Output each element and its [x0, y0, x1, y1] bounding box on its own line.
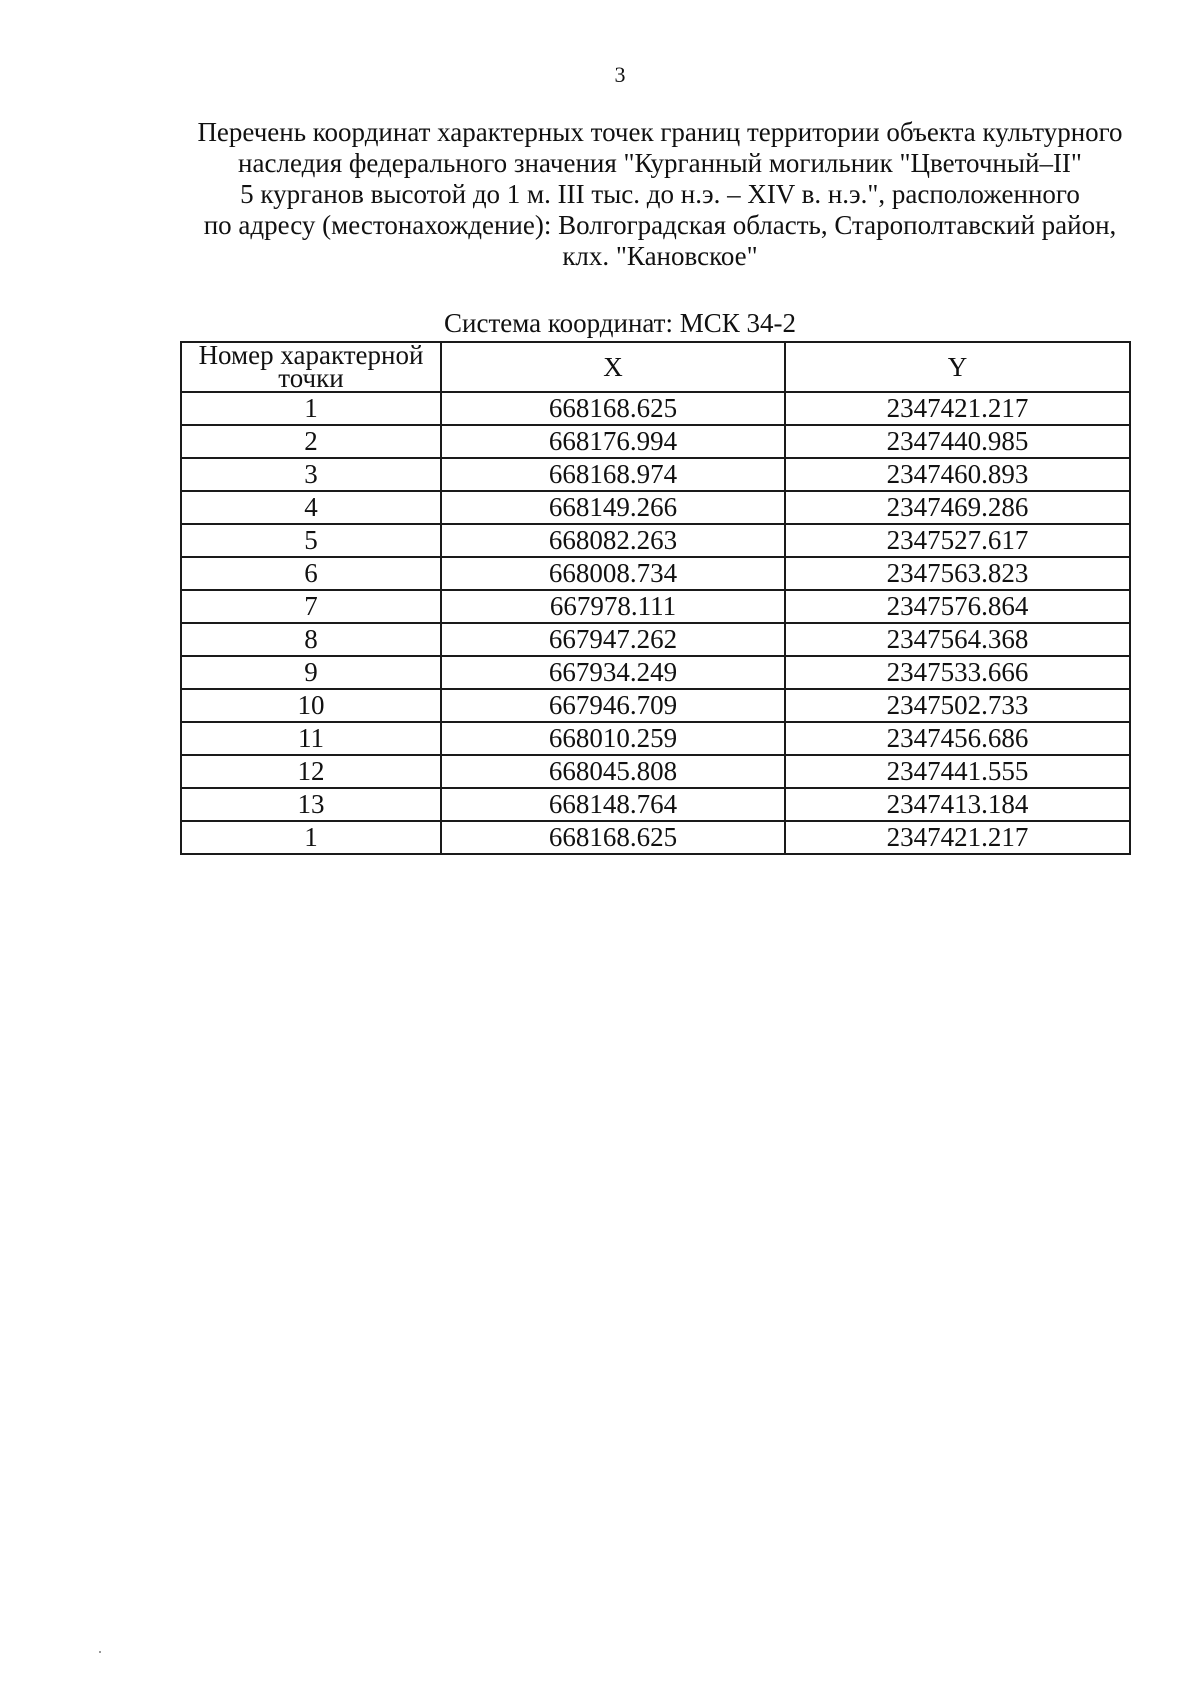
point-number-cell: 4 — [181, 491, 441, 524]
x-cell: 668168.625 — [441, 392, 785, 425]
point-number-cell: 11 — [181, 722, 441, 755]
y-cell: 2347527.617 — [785, 524, 1130, 557]
table-row — [181, 656, 1130, 689]
page-number: 3 — [614, 62, 626, 87]
x-cell: 668176.994 — [441, 425, 785, 458]
x-cell: 668008.734 — [441, 557, 785, 590]
y-cell: 2347502.733 — [785, 689, 1130, 722]
table-row — [181, 425, 1130, 458]
x-cell: 668082.263 — [441, 524, 785, 557]
y-cell: 2347440.985 — [785, 425, 1130, 458]
coordinate-system-caption: Система координат: МСК 34-2 — [444, 308, 796, 338]
header-point-number: Номер характерной точки — [181, 342, 441, 392]
point-number-cell: 1 — [181, 821, 441, 854]
table-row — [181, 392, 1130, 425]
table-row — [181, 788, 1130, 821]
coordinates-table — [180, 341, 1131, 855]
title-line-1: Перечень координат характерных точек границ территории объекта культурного — [197, 117, 1123, 147]
header-x: X — [441, 342, 785, 392]
table-row — [181, 491, 1130, 524]
title-line-4: по адресу (местонахождение): Волгоградская область, Старополтавский район, — [203, 210, 1117, 240]
header-y: Y — [785, 342, 1130, 392]
point-number-cell: 2 — [181, 425, 441, 458]
point-number-cell: 6 — [181, 557, 441, 590]
x-cell: 668168.625 — [441, 821, 785, 854]
y-cell: 2347413.184 — [785, 788, 1130, 821]
x-cell: 668149.266 — [441, 491, 785, 524]
document-title — [160, 117, 1160, 272]
table-header-row — [181, 342, 1130, 392]
y-cell: 2347576.864 — [785, 590, 1130, 623]
y-cell: 2347421.217 — [785, 821, 1130, 854]
y-cell: 2347564.368 — [785, 623, 1130, 656]
point-number-cell: 3 — [181, 458, 441, 491]
y-cell: 2347421.217 — [785, 392, 1130, 425]
point-number-cell: 12 — [181, 755, 441, 788]
table-row — [181, 755, 1130, 788]
title-line-3: 5 курганов высотой до 1 м. III тыс. до н.э. – XIV в. н.э.", расположенного — [240, 179, 1080, 209]
table-row — [181, 623, 1130, 656]
table-row — [181, 557, 1130, 590]
point-number-cell: 9 — [181, 656, 441, 689]
point-number-cell: 5 — [181, 524, 441, 557]
x-cell: 668168.974 — [441, 458, 785, 491]
x-cell: 667947.262 — [441, 623, 785, 656]
y-cell: 2347533.666 — [785, 656, 1130, 689]
point-number-cell: 7 — [181, 590, 441, 623]
table-row — [181, 458, 1130, 491]
scan-speck — [99, 1651, 101, 1653]
title-line-2: наследия федерального значения "Курганный могильник "Цветочный–II" — [238, 148, 1082, 178]
y-cell: 2347460.893 — [785, 458, 1130, 491]
table-row — [181, 722, 1130, 755]
y-cell: 2347563.823 — [785, 557, 1130, 590]
x-cell: 667978.111 — [441, 590, 785, 623]
title-line-5: клх. "Кановское" — [562, 241, 758, 271]
x-cell: 668148.764 — [441, 788, 785, 821]
table-row — [181, 689, 1130, 722]
point-number-cell: 10 — [181, 689, 441, 722]
table-row — [181, 590, 1130, 623]
y-cell: 2347441.555 — [785, 755, 1130, 788]
point-number-cell: 8 — [181, 623, 441, 656]
x-cell: 668010.259 — [441, 722, 785, 755]
y-cell: 2347469.286 — [785, 491, 1130, 524]
x-cell: 668045.808 — [441, 755, 785, 788]
x-cell: 667946.709 — [441, 689, 785, 722]
table-row — [181, 524, 1130, 557]
y-cell: 2347456.686 — [785, 722, 1130, 755]
x-cell: 667934.249 — [441, 656, 785, 689]
point-number-cell: 13 — [181, 788, 441, 821]
table-row — [181, 821, 1130, 854]
point-number-cell: 1 — [181, 392, 441, 425]
